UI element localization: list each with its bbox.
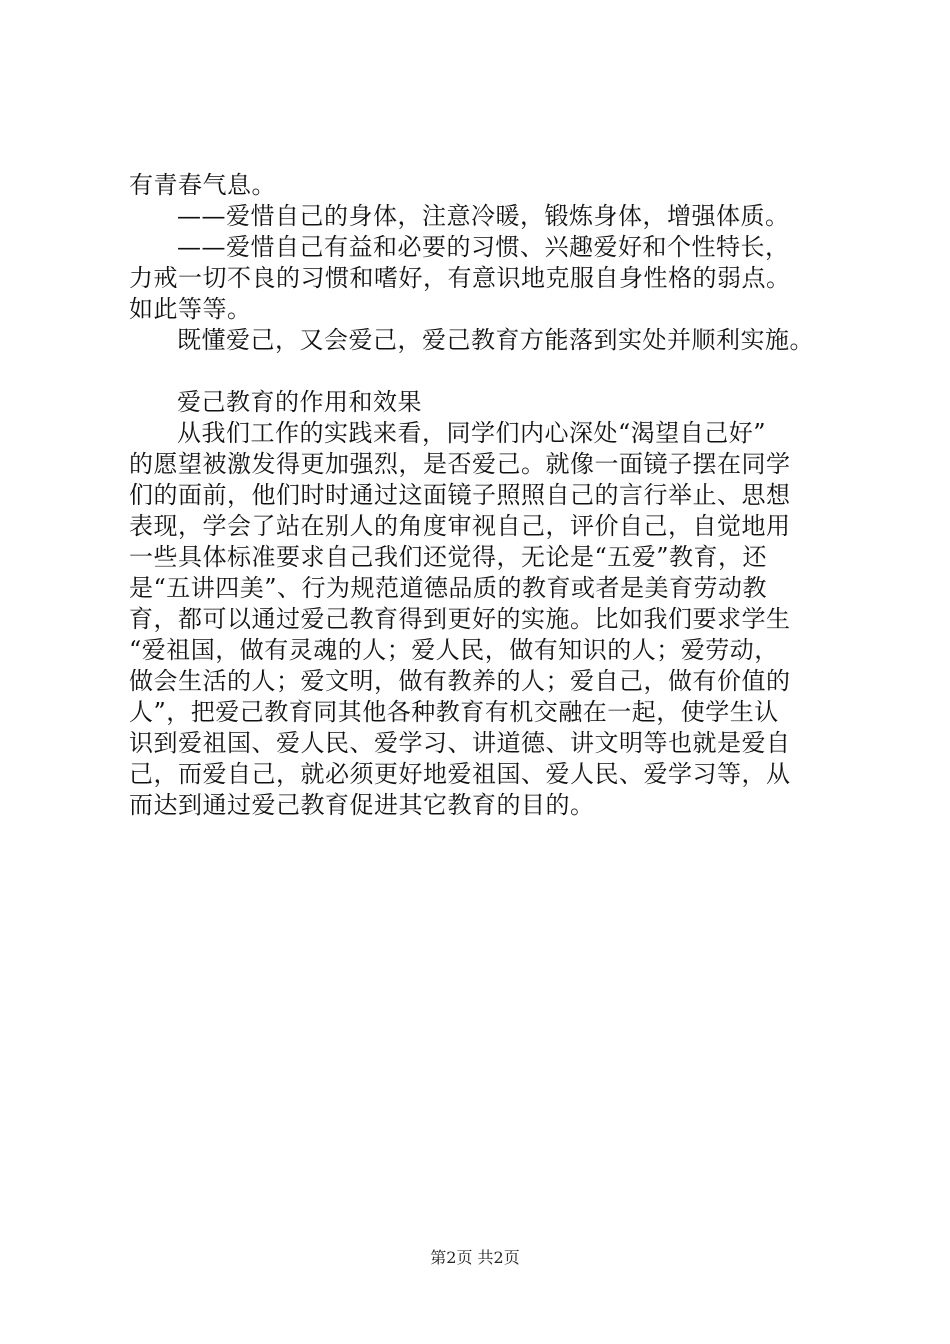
paragraph-line: 而达到通过爱己教育促进其它教育的目的。 [129,791,595,819]
paragraph-line: 们的面前，他们时时通过这面镜子照照自己的言行举止、思想 [129,481,791,509]
paragraph-line: 是“五讲四美”、行为规范道德品质的教育或者是美育劳动教 [129,574,768,602]
paragraph-line: 既懂爱己，又会爱己，爱己教育方能落到实处并顺利实施。 [177,326,814,354]
paragraph-line: 表现，学会了站在别人的角度审视自己，评价自己，自觉地用 [129,512,791,540]
page-number-label: 第2页 共2页 [430,1248,520,1267]
paragraph-line: 识到爱祖国、爱人民、爱学习、讲道德、讲文明等也就是爱自 [129,729,791,757]
paragraph-line: 做会生活的人；爱文明，做有教养的人；爱自己，做有价值的 [129,667,791,695]
paragraph-line: 如此等等。 [129,295,252,323]
page-footer [0,1248,950,1268]
paragraph-line: 人”，把爱己教育同其他各种教育有机交融在一起，使学生认 [129,698,779,726]
paragraph-line: 力戒一切不良的习惯和嗜好，有意识地克服自身性格的弱点。 [129,264,791,292]
paragraph-line: “爱祖国，做有灵魂的人；爱人民，做有知识的人；爱劳动， [129,636,779,664]
list-item-line: ——爱惜自己的身体，注意冷暖，锻炼身体，增强体质。 [177,202,790,230]
paragraph-line: 一些具体标准要求自己我们还觉得，无论是“五爱”教育，还 [129,543,768,571]
document-body [129,170,844,821]
paragraph-line: 育，都可以通过爱己教育得到更好的实施。比如我们要求学生 [129,605,791,633]
section-heading: 爱己教育的作用和效果 [177,388,422,416]
paragraph-line: 己，而爱自己，就必须更好地爱祖国、爱人民、爱学习等，从 [129,760,791,788]
paragraph-line: 的愿望被激发得更加强烈，是否爱己。就像一面镜子摆在同学 [129,450,791,478]
list-item-line: ——爱惜自己有益和必要的习惯、兴趣爱好和个性特长， [177,233,790,261]
paragraph-gap [129,356,844,387]
paragraph-line: 从我们工作的实践来看，同学们内心深处“渴望自己好” [177,419,767,447]
paragraph-line: 有青春气息。 [129,171,276,199]
